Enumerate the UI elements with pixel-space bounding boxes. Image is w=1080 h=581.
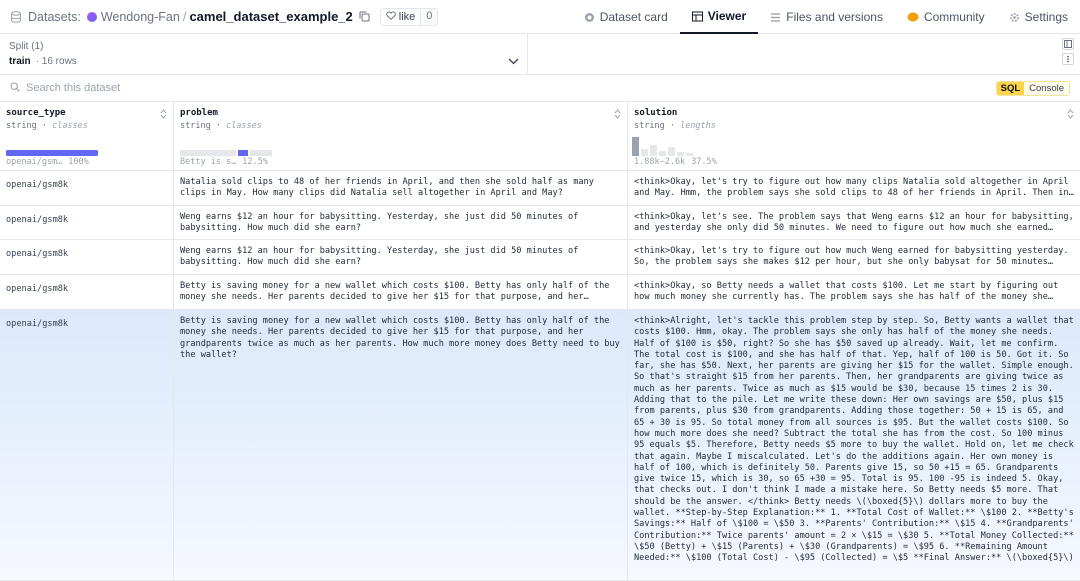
stat-value: 37.5%: [691, 157, 717, 167]
owner-link[interactable]: Wendong-Fan: [100, 9, 180, 24]
cell-source-type: openai/gsm8k: [0, 206, 174, 239]
top-bar: [0, 0, 1080, 34]
column-header-source-type[interactable]: source_type string · classes openai/gsm… 100%: [0, 102, 174, 171]
community-icon: [907, 12, 919, 23]
sort-icon[interactable]: [160, 108, 167, 122]
stat-value: 12.5%: [242, 157, 268, 167]
split-value: train: [9, 56, 31, 67]
table-row[interactable]: [0, 240, 1080, 275]
cell-problem: [174, 171, 628, 205]
cell-text: Weng earns $12 an hour for babysitting. Yesterday, she just did 50 minutes of babysitting. How much did she earn?: [180, 246, 579, 268]
like-button[interactable]: [380, 8, 439, 26]
more-options-icon[interactable]: [1062, 53, 1074, 65]
heart-icon: [386, 11, 396, 23]
cell-text: <think>Okay, let's try to figure out how much Weng earned for babysitting yesterday. So, the problem says she makes $12 per hour, but she only babysat for 50 minutes…: [634, 246, 1069, 268]
search-input[interactable]: [26, 82, 426, 94]
table-row[interactable]: [0, 206, 1080, 240]
sort-icon[interactable]: [1067, 108, 1074, 122]
search-row: [0, 75, 1080, 102]
tab-label: Files and versions: [786, 10, 883, 24]
like-count: 0: [420, 8, 437, 26]
panel-toggle-icon[interactable]: [1062, 38, 1074, 50]
cell-solution: <think>Alright, let's tackle this problem step by step. So, Betty wants a wallet that costs $100. Hmm, okay. The problem says she only has half of the money she needs. Half of $100 is $50, right? So she has $50 saved up already. Wait, let me confirm. The total cost is $100, and she has half of that. Yep, half of 100 is 50. Got it. So far, she has $50. Next, her parents are giving her $15 for the wallet. Simple enough. So that's straight $15 from her parents. Then, her grandparents are giving twice as much as her parents. Twice as much as $15 would be $30, because 15 times 2 is 30. Adding that to the pile. Let me write these down: Her own savings are $50, plus $15 from parents, plus $30 from grandparents. Adding those together: 50 + 15 is 65, and 65 + 30 is 95. So total money from all sources is $95. But the wallet costs $100. So how much more does she need? Subtract the total she has from the cost. So 100 minus 95 equals $5. Therefore, Betty needs $5 more to buy the wallet. Hold on, let me check that again. Maybe I miscalculated. Let's do the additions again. Her own money is half of 100, which is definitely 50. Parents give 15, so 50 +15 = 65. Grandparents give twice 15, which is 30, so 65 +30 = 95. Total is 95. 100 -95 is indeed 5. Okay, that checks out. I don't think I made a mistake here. So Betty needs $5 more. That should be the answer. </think> Betty needs \(\boxed{5}\) dollars more to buy the wallet. **Step-by-Step Explanation:** 1. **Total Cost of Wallet:** \$100 2. **Betty's Savings:** Half of \$100 = \$50 3. **Parents' Contribution:** \$15 4. **Grandparents' Contribution:** Twice parents' amount = 2 × \$15 = \$30 5. **Total Money Collected:** \$50 (Betty) + \$15 (Parents) + \$30 (Grandparents) = \$95 6. **Remaining Amount Needed:** \$100 (Total Cost) - \$95 (Collected) = \$5 **Final Answer:** \(\boxed{5}\): [634, 316, 1074, 564]
cell-solution: [628, 275, 1080, 309]
column-kind: classes: [226, 121, 262, 131]
tab-dataset-card[interactable]: [572, 0, 680, 34]
column-type: string: [6, 121, 37, 131]
cell-solution: [628, 240, 1080, 274]
cell-text: <think>Okay, so Betty needs a wallet that costs $100. Let me start by figuring out how much money she currently has. The problem says she has half of the money she…: [634, 281, 1059, 303]
split-row: [0, 34, 1080, 75]
cell-text: <think>Okay, let's try to figure out how many clips Natalia sold altogether in April and May. Hmm, the problem says she sold clips to 48 of her friends in April. Then in…: [634, 177, 1074, 199]
cell-source-type: openai/gsm8k: [0, 240, 174, 274]
cell-source-type: openai/gsm8k: [0, 275, 174, 309]
table-icon: [692, 11, 703, 22]
console-label: Console: [1029, 83, 1064, 94]
cell-text: Betty is saving money for a new wallet which costs $100. Betty has only half of the money she needs. Her parents decided to give her $15 for that purpose, and her…: [180, 281, 610, 303]
copy-icon[interactable]: [359, 11, 370, 22]
cell-text: Natalia sold clips to 48 of her friends in April, and then she sold half as many clips in May. How many clips did Natalia sell altogether in April and May?: [180, 177, 594, 199]
column-name: source_type: [6, 108, 66, 118]
sort-icon[interactable]: [614, 108, 621, 122]
split-label: Split (1): [9, 41, 44, 52]
column-header-problem[interactable]: problem string · classes Betty is s… 12.5%: [174, 102, 628, 171]
tab-settings[interactable]: [997, 0, 1080, 34]
sql-console-button[interactable]: [996, 81, 1070, 96]
column-type: string: [180, 121, 211, 131]
stat-label: Betty is s…: [180, 157, 237, 167]
side-panel-controls: [1062, 38, 1074, 68]
split-selector[interactable]: [0, 34, 528, 75]
cell-text: <think>Okay, let's see. The problem says that Weng earns $12 an hour for babysitting, and yesterday she only did 50 minutes. We need to figure out how much she earned…: [634, 212, 1074, 234]
search-icon: [10, 81, 20, 95]
table-row[interactable]: [0, 275, 1080, 310]
gear-icon: [1009, 12, 1020, 23]
tab-label: Community: [923, 10, 985, 24]
breadcrumb: [0, 0, 438, 34]
dataset-card-icon: [584, 12, 595, 23]
like-label: like: [398, 10, 416, 23]
database-icon: [10, 11, 22, 23]
table-row-expanded[interactable]: [0, 310, 1080, 581]
repo-link[interactable]: camel_dataset_example_2: [189, 9, 353, 24]
column-kind: lengths: [680, 121, 716, 131]
owner-avatar: [87, 12, 97, 22]
sql-badge: SQL: [997, 81, 1025, 96]
cell-text: Weng earns $12 an hour for babysitting. Yesterday, she just did 50 minutes of babysitting. How much did she earn?: [180, 212, 579, 234]
cell-problem: Betty is saving money for a new wallet which costs $100. Betty has only half of the money she needs. Her parents decided to give her $15 for that purpose, and her grandparents twice as much as her parents. How much more money does Betty need to buy the wallet?: [174, 310, 628, 580]
column-name: solution: [634, 108, 678, 118]
stat-label: openai/gsm…: [6, 157, 63, 167]
cell-solution: [628, 171, 1080, 205]
length-histogram[interactable]: [632, 137, 702, 157]
cell-source-type: openai/gsm8k: [0, 171, 174, 205]
tab-files-and-versions[interactable]: [758, 0, 895, 34]
cell-solution: [628, 206, 1080, 239]
tab-viewer[interactable]: [680, 0, 758, 34]
column-header-solution[interactable]: solution string · lengths 1.88k–2.6k 37.5%: [628, 102, 1080, 171]
cell-problem: [174, 240, 628, 274]
stat-label: 1.88k–2.6k: [634, 157, 686, 167]
column-type: string: [634, 121, 665, 131]
tab-community[interactable]: [895, 0, 997, 34]
column-name: problem: [180, 108, 218, 118]
tab-label: Dataset card: [599, 10, 668, 24]
table-row[interactable]: [0, 171, 1080, 206]
split-row-count: · 16 rows: [35, 56, 77, 67]
cell-problem: [174, 206, 628, 239]
cell-problem: [174, 275, 628, 309]
repo-tabs: [572, 0, 1080, 34]
datasets-link[interactable]: Datasets:: [28, 9, 81, 24]
tab-label: Viewer: [707, 9, 747, 23]
tab-label: Settings: [1024, 10, 1068, 24]
column-kind: classes: [52, 121, 88, 131]
chevron-down-icon[interactable]: [508, 54, 519, 68]
cell-source-type: openai/gsm8k: [0, 310, 174, 580]
breadcrumb-separator: /: [182, 9, 187, 24]
files-icon: [770, 12, 781, 23]
stat-value: 100%: [68, 157, 89, 167]
